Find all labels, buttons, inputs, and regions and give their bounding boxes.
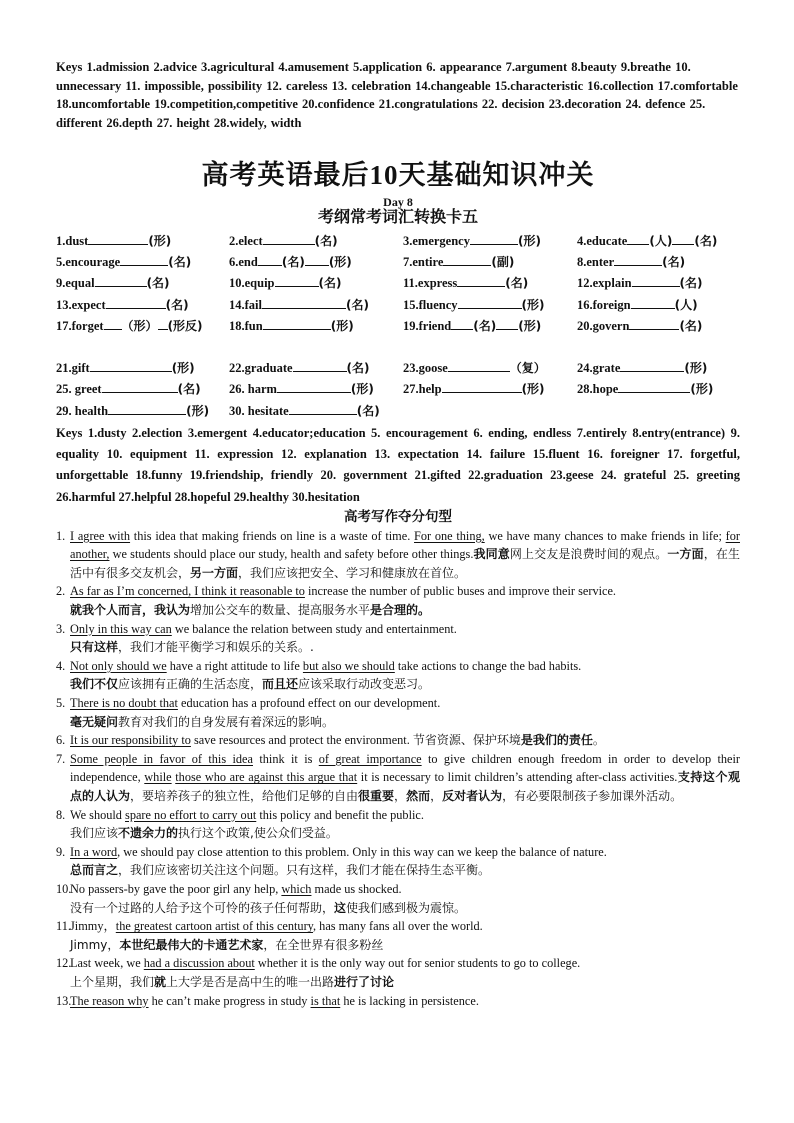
vocab-item xyxy=(229,379,403,400)
part-of-speech-hint: (名) xyxy=(473,319,497,333)
vocab-item xyxy=(577,379,740,400)
key-phrase: I agree with xyxy=(70,528,131,543)
part-of-speech-hint: (形) xyxy=(690,382,714,397)
sentence-text: it is necessary to limit children’s attending after-class activities. xyxy=(357,770,678,785)
answer-blank[interactable] xyxy=(458,296,522,309)
part-of-speech-hint: (名) xyxy=(345,297,369,312)
part-of-speech-hint: (形反) xyxy=(167,319,203,333)
key-phrase-chinese: 毫无疑问 xyxy=(70,714,119,729)
sentence-number: 13. xyxy=(56,993,72,1008)
key-phrase-chinese: 只有这样 xyxy=(70,640,119,655)
key-phrase: As far as I’m concerned, I think it reasonable to xyxy=(70,584,305,599)
part-of-speech-hint: (形) xyxy=(186,403,210,418)
part-of-speech-hint: (人) xyxy=(674,297,698,312)
vocab-word: 23.goose xyxy=(403,361,448,375)
key-phrase: had a discussion about xyxy=(143,956,255,971)
vocab-word: 29. health xyxy=(56,403,109,418)
chinese-text: Jimmy， xyxy=(70,937,120,952)
answer-blank[interactable] xyxy=(106,296,166,309)
vocab-item xyxy=(56,231,229,252)
sentence-text: Last week, we xyxy=(70,956,144,971)
answer-blank[interactable] xyxy=(305,253,329,266)
sentence-number: 7. xyxy=(56,751,66,766)
sentence-item xyxy=(56,954,740,991)
vocab-word: 17.forget xyxy=(56,319,104,333)
vocab-item xyxy=(403,252,577,273)
vocab-item xyxy=(229,231,403,252)
answer-blank[interactable] xyxy=(632,274,680,287)
answer-blank[interactable] xyxy=(448,359,510,372)
part-of-speech-hint: (形) xyxy=(330,319,354,333)
key-phrase-chinese: 就 xyxy=(154,974,167,989)
vocab-word: 15.fluency xyxy=(403,297,458,312)
sentence-text: this policy and benefit the public. xyxy=(256,807,424,822)
answer-keys-vocab: Keys 1.dusty 2.election 3.emergent 4.educator;education 5. encouragement 6. ending, endless 7.entirely 8.entry(entrance) 9. equality 10. equipment 11. expression 12. explanation 13. expectation 14. failure 15.fluent 16. foreigner 17. forgetful, unforgettable 18.funny 19.friendship, friendly 20. government 21.gifted 22.graduation 23.geese 24. grateful 25. greeting 26.harmful 27.helpful 28.hopeful 29.healthy 30.hesitation xyxy=(56,425,740,504)
key-phrase-chinese: 总而言之 xyxy=(70,863,119,878)
sentence-number: 4. xyxy=(56,658,66,673)
sentence-item xyxy=(56,620,740,657)
vocab-word: 4.educate xyxy=(577,233,628,248)
chinese-text: 上大学是否是高中生的唯一出路 xyxy=(166,974,335,989)
vocab-item xyxy=(577,231,740,252)
vocab-item xyxy=(403,358,577,379)
vocab-word: 3.emergency xyxy=(403,233,470,248)
part-of-speech-hint: (形) xyxy=(521,297,545,312)
key-phrase-chinese: 是我们的责任 xyxy=(520,733,593,748)
vocab-item xyxy=(577,252,740,273)
part-of-speech-hint: (人) xyxy=(649,233,673,248)
part-of-speech-hint: （形） xyxy=(121,319,158,333)
answer-blank[interactable] xyxy=(275,274,319,287)
key-phrase-chinese: 我同意 xyxy=(473,547,510,562)
key-phrase-chinese: 进行了讨论 xyxy=(334,974,395,989)
vocab-word: 22.graduate xyxy=(229,361,293,375)
vocab-word: 10.equip xyxy=(229,276,275,291)
part-of-speech-hint: (名) xyxy=(356,403,380,418)
vocab-word: 14.fail xyxy=(229,297,262,312)
part-of-speech-hint: (形) xyxy=(350,382,374,397)
key-phrase-chinese: 而且还 xyxy=(262,677,299,692)
vocab-item xyxy=(403,316,577,337)
answer-blank[interactable] xyxy=(262,296,346,309)
vocab-word: 28.hope xyxy=(577,382,619,397)
vocab-word: 26. harm xyxy=(229,382,277,397)
key-phrase: In a word xyxy=(70,844,118,859)
part-of-speech-hint: (名) xyxy=(679,276,703,291)
part-of-speech-hint: (形) xyxy=(684,361,708,375)
vocab-word: 2.elect xyxy=(229,233,263,248)
vocab-item xyxy=(577,295,740,316)
vocab-item xyxy=(56,316,229,358)
answer-blank[interactable] xyxy=(158,317,168,330)
chinese-text: ，我们应该密切关注这个问题。只有这样，我们才能在保持生态平衡。 xyxy=(118,863,491,878)
part-of-speech-hint: (名) xyxy=(314,233,338,248)
part-of-speech-hint: （复） xyxy=(509,361,546,375)
answer-blank[interactable] xyxy=(496,317,518,330)
part-of-speech-hint: (名) xyxy=(177,382,201,397)
sentence-item xyxy=(56,880,740,917)
part-of-speech-hint: (名) xyxy=(165,297,189,312)
sentence-number: 1. xyxy=(56,528,66,543)
key-phrase: while xyxy=(144,770,172,785)
key-phrase-chinese: 很重要 xyxy=(358,789,395,804)
vocab-word: 30. hesitate xyxy=(229,403,289,418)
key-phrase: It is our responsibility to xyxy=(70,733,191,748)
key-phrase-chinese: 我们不仅 xyxy=(70,677,119,692)
vocab-word: 5.encourage xyxy=(56,255,121,270)
day-label: Day 8 xyxy=(383,194,413,209)
sentence-number: 10. xyxy=(56,881,72,896)
vocab-section-title: 考纲常考词汇转换卡五 xyxy=(317,208,478,226)
answer-blank[interactable] xyxy=(470,232,518,245)
vocab-word: 12.explain xyxy=(577,276,632,291)
sentence-item xyxy=(56,694,740,731)
vocab-word: 9.equal xyxy=(56,276,95,291)
sentence-text: No passers-by gave the poor girl any help, xyxy=(70,881,282,896)
key-phrase-chinese: 一方面 xyxy=(667,547,704,562)
part-of-speech-hint: (名) xyxy=(662,255,686,270)
key-phrase: is that xyxy=(310,993,341,1008)
vocab-word: 18.fun xyxy=(229,319,263,333)
chinese-text: ，有必要限制孩子参加课外活动。 xyxy=(502,789,683,804)
sentence-item xyxy=(56,582,740,619)
key-phrase-chinese: 另一方面 xyxy=(190,565,239,580)
answer-blank[interactable] xyxy=(120,253,168,266)
answer-blank[interactable] xyxy=(277,380,351,393)
part-of-speech-hint: (名) xyxy=(694,233,718,248)
answer-blank[interactable] xyxy=(442,380,522,393)
sentence-text: increase the number of public buses and improve their service. xyxy=(304,584,616,599)
vocab-word: 13.expect xyxy=(56,297,106,312)
sentence-text: whether it is the only way out for senior students to go to college. xyxy=(254,956,581,971)
answer-blank[interactable] xyxy=(618,380,690,393)
part-of-speech-hint: (形) xyxy=(517,233,541,248)
answer-blank[interactable] xyxy=(108,402,186,415)
chinese-text: 应该采取行动改变恶习。 xyxy=(298,677,431,692)
sentence-item xyxy=(56,657,740,694)
answer-blank[interactable] xyxy=(95,274,147,287)
key-phrase: the greatest cartoon artist of this century xyxy=(115,919,314,934)
vocab-item xyxy=(56,295,229,316)
sentence-item xyxy=(56,731,740,750)
part-of-speech-hint: (名) xyxy=(318,276,342,291)
key-phrase-chinese: 就我个人而言，我认为 xyxy=(70,603,191,618)
key-phrase: Only in this way can xyxy=(70,621,172,636)
chinese-text: 教育对我们的自身发展有着深远的影响。 xyxy=(118,714,335,729)
part-of-speech-hint: (名) xyxy=(505,276,529,291)
sentence-text: have a right attitude to life xyxy=(166,658,303,673)
answer-blank[interactable] xyxy=(672,232,694,245)
key-phrase-chinese: 本世纪最伟大的卡通艺术家 xyxy=(119,937,264,952)
key-phrase-chinese: 反对者认为 xyxy=(442,789,503,804)
key-phrase: of great importance xyxy=(318,751,422,766)
answer-blank[interactable] xyxy=(627,232,649,245)
sentence-item xyxy=(56,806,740,843)
chinese-text: 使我们感到极为震惊。 xyxy=(346,900,467,915)
chinese-text: ，在全世界有很多粉丝 xyxy=(263,937,384,952)
answer-blank[interactable] xyxy=(443,253,491,266)
sentence-text: we have many chances to make friends in life; xyxy=(484,528,726,543)
answer-blank[interactable] xyxy=(263,317,331,330)
vocab-item xyxy=(577,358,740,379)
key-phrase: spare no effort to carry out xyxy=(125,807,257,822)
part-of-speech-hint: (名) xyxy=(281,255,305,270)
key-phrase: for another, xyxy=(70,528,740,562)
chinese-text: 我们应该 xyxy=(70,826,119,841)
answer-blank[interactable] xyxy=(102,380,178,393)
key-phrase-chinese: 不遗余力的 xyxy=(118,826,179,841)
vocab-word: 19.friend xyxy=(403,319,452,333)
vocab-item xyxy=(403,379,577,400)
sentence-item xyxy=(56,527,740,583)
sentence-item xyxy=(56,917,740,954)
sentence-text: take actions to change the bad habits. xyxy=(394,658,582,673)
answer-blank[interactable] xyxy=(451,317,473,330)
vocab-item xyxy=(56,252,229,273)
chinese-text: 增加公交车的数量、提高服务水平 xyxy=(190,603,371,618)
answer-blank[interactable] xyxy=(457,274,505,287)
vocab-word: 6.end xyxy=(229,255,258,270)
vocab-item xyxy=(229,295,403,316)
key-phrase-chinese: 然而 xyxy=(406,789,431,804)
answer-blank[interactable] xyxy=(263,232,315,245)
part-of-speech-hint: (形) xyxy=(518,319,542,333)
sentence-text: save resources and protect the environment. xyxy=(190,733,413,748)
chinese-text: 节省资源、保护环境 xyxy=(412,733,521,748)
sentence-number: 9. xyxy=(56,844,66,859)
key-phrase: which xyxy=(281,881,312,896)
vocab-item xyxy=(56,358,229,379)
chinese-text: 执行这个政策,使公众们受益。 xyxy=(178,826,338,841)
sentence-number: 2. xyxy=(56,584,66,599)
vocab-word: 24.grate xyxy=(577,361,621,375)
answer-blank[interactable] xyxy=(629,317,679,330)
answer-blank[interactable] xyxy=(88,232,148,245)
vocab-item xyxy=(403,273,577,294)
sentence-text: this idea that making friends on line is a waste of time. xyxy=(130,528,415,543)
sentence-item xyxy=(56,843,740,880)
sentence-text: Jimmy， xyxy=(70,919,116,934)
part-of-speech-hint: (形) xyxy=(148,233,172,248)
vocab-item xyxy=(56,273,229,294)
page-title: 高考英语最后10天基础知识冲关 xyxy=(201,159,595,190)
chinese-text: ， xyxy=(430,789,443,804)
sentence-number: 12. xyxy=(56,956,72,971)
key-phrase: Not only should we xyxy=(70,658,167,673)
answer-blank[interactable] xyxy=(293,359,347,372)
answer-blank[interactable] xyxy=(614,253,662,266)
vocab-grid xyxy=(56,231,740,422)
vocab-item xyxy=(229,401,403,422)
sentence-text: he can’t make progress in study xyxy=(148,993,311,1008)
chinese-text: 没有一个过路的人给予这个可怜的孩子任何帮助， xyxy=(70,900,335,915)
key-phrase: For one thing, xyxy=(414,528,485,543)
answer-blank[interactable] xyxy=(258,253,282,266)
sentence-list xyxy=(56,527,740,1010)
answer-blank[interactable] xyxy=(90,359,172,372)
key-phrase: those who are against this argue that xyxy=(175,770,358,785)
vocab-item xyxy=(56,379,229,400)
vocab-item xyxy=(229,273,403,294)
sentence-number: 5. xyxy=(56,696,66,711)
chinese-text: 。 xyxy=(592,733,605,748)
answer-blank[interactable] xyxy=(620,359,684,372)
sentence-text: education has a profound effect on our development. xyxy=(177,696,441,711)
answer-blank[interactable] xyxy=(289,402,357,415)
part-of-speech-hint: (名) xyxy=(146,276,170,291)
answer-blank[interactable] xyxy=(631,296,675,309)
sentence-number: 11. xyxy=(56,919,71,934)
key-phrase-chinese: 是合理的。 xyxy=(370,603,431,618)
chinese-text: 应该拥有正确的生活态度， xyxy=(118,677,263,692)
sentence-text: to give children enough freedom in order to develop their independence, xyxy=(70,751,740,785)
chinese-text: ， xyxy=(394,789,407,804)
key-phrase-chinese: 支持这个观点的人认为 xyxy=(70,770,740,804)
vocab-word: 16.foreign xyxy=(577,297,631,312)
sentence-text: , has many fans all over the world. xyxy=(313,919,483,934)
sentence-text: made us shocked. xyxy=(311,881,402,896)
vocab-item xyxy=(229,252,403,273)
chinese-text: ，要培养孩子的独立性，给他们足够的自由 xyxy=(130,789,359,804)
chinese-text: ，我们应该把安全、学习和健康放在首位。 xyxy=(238,565,467,580)
vocab-item xyxy=(577,316,740,337)
part-of-speech-hint: (副) xyxy=(491,255,515,270)
sentence-item xyxy=(56,992,740,1011)
sentence-text: , we should pay close attention to this problem. Only in this way can we keep the balance of nature. xyxy=(117,844,607,859)
sentence-text: he is lacking in persistence. xyxy=(340,993,479,1008)
part-of-speech-hint: (形) xyxy=(521,382,545,397)
vocab-word: 7.entire xyxy=(403,255,444,270)
key-phrase-chinese: 这 xyxy=(334,900,347,915)
sentence-text: think it is xyxy=(252,751,319,766)
writing-section-title: 高考写作夺分句型 xyxy=(344,508,452,524)
sentence-number: 3. xyxy=(56,621,66,636)
key-phrase: The reason why xyxy=(70,993,149,1008)
document-page xyxy=(56,58,740,1010)
chinese-text: ，在生活中有很多交友机会， xyxy=(70,547,740,580)
vocab-item xyxy=(403,295,577,316)
chinese-text: 网上交友是浪费时间的观点。 xyxy=(509,547,668,562)
vocab-word: 25. greet xyxy=(56,382,102,397)
vocab-word: 11.express xyxy=(403,276,458,291)
part-of-speech-hint: (名) xyxy=(679,319,703,333)
answer-blank[interactable] xyxy=(104,317,122,330)
sentence-item xyxy=(56,750,740,806)
key-phrase: Some people in favor of this idea xyxy=(70,751,253,766)
answer-keys-top: Keys 1.admission 2.advice 3.agricultural 4.amusement 5.application 6. appearance 7.argument 8.beauty 9.breathe 10. unnecessary 11. impossible, possibility 12. careless 13. celebration 14.changeable 15.characteristic 16.collection 17.comfortable 18.uncomfortable 19.competition,competitive 20.confidence 21.congratulations 22. decision 23.decoration 24. defence 25. different 26.depth 27. height 28.widely, width xyxy=(56,60,738,131)
vocab-item xyxy=(229,358,403,379)
vocab-word: 21.gift xyxy=(56,361,90,375)
vocab-item xyxy=(577,273,740,294)
vocab-word: 1.dust xyxy=(56,233,89,248)
sentence-number: 6. xyxy=(56,733,66,748)
vocab-item xyxy=(229,316,403,337)
part-of-speech-hint: (形) xyxy=(171,361,195,375)
vocab-item xyxy=(56,401,229,422)
sentence-number: 8. xyxy=(56,807,66,822)
sentence-text: we students should place our study, health and safety before other things. xyxy=(109,547,474,562)
vocab-item xyxy=(403,231,577,252)
key-phrase: but also we should xyxy=(302,658,395,673)
key-phrase: There is no doubt that xyxy=(70,696,178,711)
vocab-word: 8.enter xyxy=(577,255,615,270)
part-of-speech-hint: (名) xyxy=(346,361,370,375)
chinese-text: ，我们才能平衡学习和娱乐的关系。. xyxy=(118,640,314,655)
sentence-text: we balance the relation between study and entertainment. xyxy=(171,621,457,636)
vocab-word: 20.govern xyxy=(577,319,630,333)
chinese-text: 上个星期，我们 xyxy=(70,974,155,989)
part-of-speech-hint: (名) xyxy=(168,255,192,270)
vocab-word: 27.help xyxy=(403,382,442,397)
sentence-text: We should xyxy=(70,807,126,822)
part-of-speech-hint: (形) xyxy=(328,255,352,270)
